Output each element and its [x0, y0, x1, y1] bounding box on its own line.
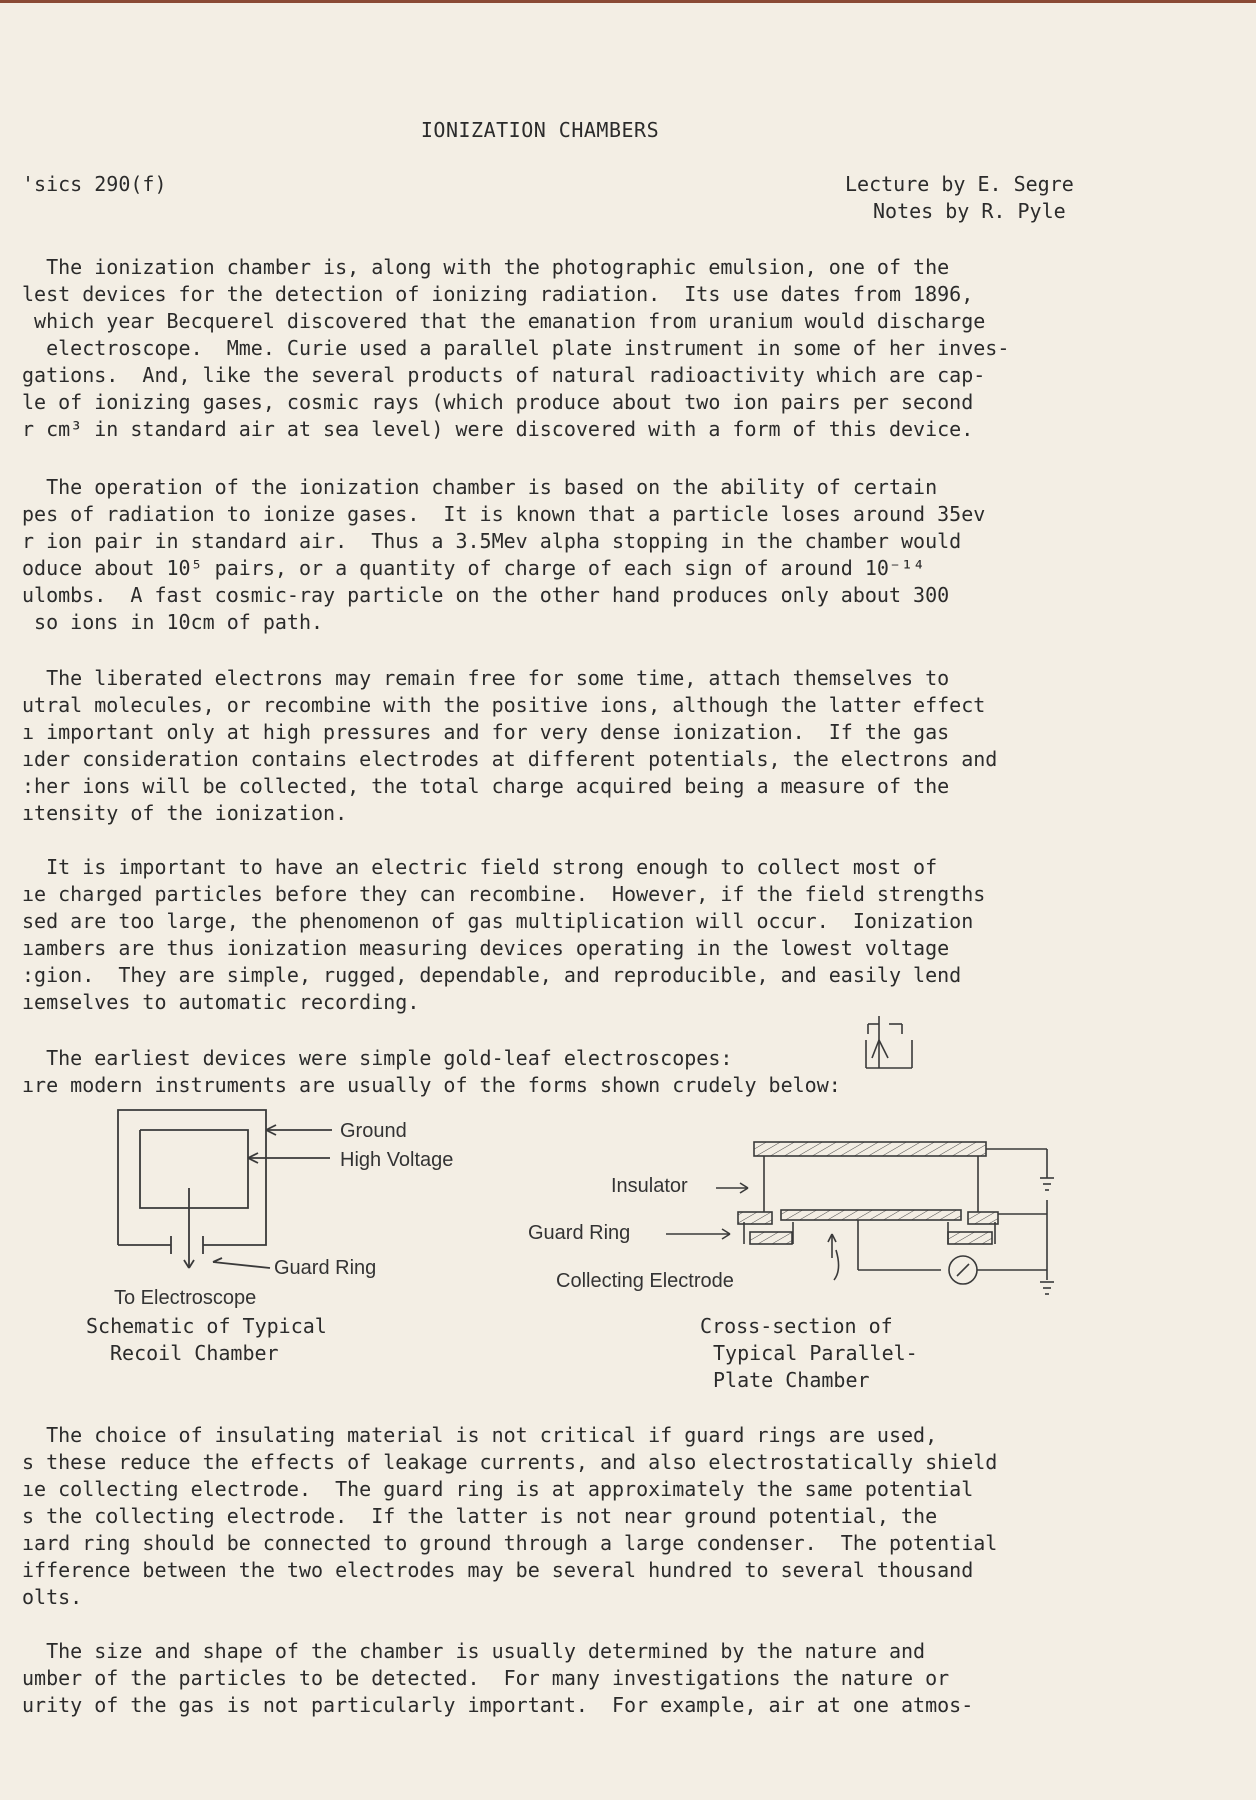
text-line: It is important to have an electric field strong enough to collect most of	[22, 855, 938, 879]
text-line: ı important only at high pressures and for very dense ionization. If the gas	[22, 720, 950, 744]
paragraph-6	[22, 1422, 1222, 1611]
text-line: pes of radiation to ionize gases. It is known that a particle loses around 35ev	[22, 502, 986, 526]
text-line: The earliest devices were simple gold-leaf electroscopes:	[22, 1046, 733, 1070]
label-guard-ring: Guard Ring	[274, 1257, 377, 1279]
text-line: gations. And, like the several products of natural radioactivity which are cap-	[22, 363, 986, 387]
text-line: The operation of the ionization chamber is based on the ability of certain	[22, 475, 938, 499]
figure1-caption-line: Recoil Chamber	[110, 1341, 279, 1365]
text-line: ıe collecting electrode. The guard ring is at approximately the same potential	[22, 1477, 974, 1501]
top-insulator	[754, 1142, 986, 1156]
figure2-caption-line: Typical Parallel-	[713, 1341, 918, 1365]
text-line: ıambers are thus ionization measuring devices operating in the lowest voltage	[22, 936, 950, 960]
text-line: s these reduce the effects of leakage currents, and also electrostatically shield	[22, 1450, 998, 1474]
page-title: IONIZATION CHAMBERS	[420, 118, 660, 142]
electrode-leader	[834, 1250, 839, 1280]
text-line: which year Becquerel discovered that the emanation from uranium would discharge	[22, 309, 986, 333]
text-line: utral molecules, or recombine with the positive ions, although the latter effect	[22, 693, 986, 717]
label-guard-ring: Guard Ring	[528, 1222, 631, 1244]
text-line: lest devices for the detection of ionizing radiation. Its use dates from 1896,	[22, 282, 974, 306]
collecting-plate	[781, 1210, 961, 1220]
figure2-caption-line: Plate Chamber	[713, 1368, 870, 1392]
text-line: The size and shape of the chamber is usually determined by the nature and	[22, 1639, 926, 1663]
figure2-caption-line: Cross-section of	[700, 1314, 893, 1338]
label-insulator: Insulator	[611, 1175, 688, 1197]
label-to-electroscope: To Electroscope	[114, 1287, 257, 1309]
text-line: The liberated electrons may remain free for some time, attach themselves to	[22, 666, 950, 690]
text-line: s the collecting electrode. If the latter is not near ground potential, the	[22, 1504, 938, 1528]
figure1-caption-line: Schematic of Typical	[86, 1314, 327, 1338]
guard-ring-right	[968, 1212, 998, 1224]
text-line: :her ions will be collected, the total charge acquired being a measure of the	[22, 774, 950, 798]
text-line: ıemselves to automatic recording.	[22, 990, 420, 1014]
text-line: r ion pair in standard air. Thus a 3.5Mev alpha stopping in the chamber would	[22, 529, 962, 553]
text-line: electroscope. Mme. Curie used a parallel plate instrument in some of her inves-	[22, 336, 1010, 360]
text-line: ıe charged particles before they can recombine. However, if the field strengths	[22, 882, 986, 906]
text-line: ulombs. A fast cosmic-ray particle on the other hand produces only about 300	[22, 583, 950, 607]
text-line: so ions in 10cm of path.	[22, 610, 324, 634]
text-line: ıard ring should be connected to ground through a large condenser. The potential	[22, 1531, 998, 1555]
text-line: ıder consideration contains electrodes at different potentials, the electrons and	[22, 747, 998, 771]
text-line: r cm³ in standard air at sea level) were discovered with a form of this device.	[22, 417, 974, 441]
paragraph-7	[22, 1638, 1222, 1719]
course-number: 'sics 290(f)	[22, 172, 167, 196]
text-line: olts.	[22, 1585, 83, 1609]
label-ground: Ground	[340, 1120, 407, 1142]
text-line: sed are too large, the phenomenon of gas multiplication will occur. Ionization	[22, 909, 974, 933]
text-line: umber of the particles to be detected. For many investigations the nature or	[22, 1666, 950, 1690]
text-line: :gion. They are simple, rugged, dependable, and reproducible, and easily lend	[22, 963, 962, 987]
text-line: The choice of insulating material is not critical if guard rings are used,	[22, 1423, 938, 1447]
text-line: ıtensity of the ionization.	[22, 801, 348, 825]
text-line: The ionization chamber is, along with the photographic emulsion, one of the	[22, 255, 950, 279]
label-collecting-electrode: Collecting Electrode	[556, 1270, 734, 1292]
text-line: ifference between the two electrodes may be several hundred to several thousand	[22, 1558, 974, 1582]
label-high-voltage: High Voltage	[340, 1149, 454, 1171]
text-line: oduce about 10⁵ pairs, or a quantity of charge of each sign of around 10⁻¹⁴	[22, 556, 926, 580]
lecture-credit: Lecture by E. Segre	[845, 172, 1074, 196]
text-line: le of ionizing gases, cosmic rays (which produce about two ion pairs per second	[22, 390, 974, 414]
text-line: ıre modern instruments are usually of the forms shown crudely below:	[22, 1073, 841, 1097]
guard-ring-left	[738, 1212, 772, 1224]
notes-credit: Notes by R. Pyle	[873, 199, 1066, 223]
text-line: urity of the gas is not particularly important. For example, air at one atmos-	[22, 1693, 974, 1717]
